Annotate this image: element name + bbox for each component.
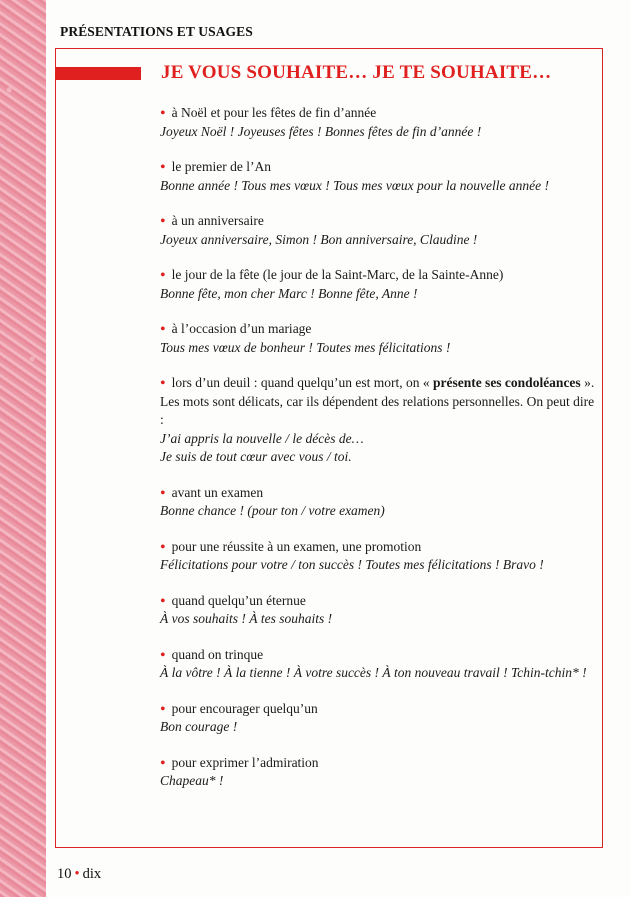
entry-expression: Joyeux Noël ! Joyeuses fêtes ! Bonnes fêtes de fin d’année ! (160, 123, 482, 139)
bullet-icon: • (160, 375, 166, 392)
entry-situation (160, 484, 600, 503)
bullet-icon: • (160, 754, 166, 772)
entry-expression: Bonne chance ! (pour ton / votre examen) (160, 503, 385, 518)
entry-expression: Joyeux anniversaire, Simon ! Bon anniversaire, Claudine ! (160, 231, 478, 247)
entry-situation (160, 700, 600, 719)
situation-text: pour une réussite à un examen, une promotion (171, 538, 422, 554)
situation-text: le jour de la fête (le jour de la Saint-Marc, de la Sainte-Anne) (171, 267, 504, 282)
entry-situation (160, 266, 600, 285)
list-item (160, 700, 600, 737)
bullet-icon: • (74, 866, 80, 882)
situation-text-pre: lors d’un deuil : quand quelqu’un est mort, on « (171, 375, 433, 390)
entry-situation (160, 212, 600, 231)
entry-expression: J’ai appris la nouvelle / le décès de… (160, 430, 364, 446)
entries-list (160, 104, 600, 808)
entry-expression: Bon courage ! (160, 719, 238, 734)
entry-expression: Je suis de tout cœur avec vous / toi. (160, 449, 352, 464)
entry-expression: Tous mes vœux de bonheur ! Toutes mes félicitations ! (160, 339, 451, 355)
list-item (160, 212, 600, 249)
list-item (160, 592, 600, 629)
situation-text: à Noël et pour les fêtes de fin d’année (171, 105, 377, 120)
situation-text: à un anniversaire (171, 213, 264, 228)
list-item (160, 158, 600, 195)
entry-situation (160, 538, 600, 557)
bullet-icon: • (160, 538, 166, 556)
situation-text: pour encourager quelqu’un (171, 700, 318, 716)
bullet-icon: • (160, 646, 166, 664)
entry-expression: Chapeau* ! (160, 773, 224, 788)
list-item (160, 266, 600, 303)
situation-text: quand quelqu’un éternue (171, 592, 306, 608)
situation-text: le premier de l’An (171, 159, 271, 174)
decorative-side-strip (0, 0, 46, 897)
list-item (160, 538, 600, 575)
situation-text: quand on trinque (171, 646, 264, 662)
entry-situation (160, 374, 600, 430)
bullet-icon: • (160, 321, 166, 338)
page-number-word: dix (82, 866, 102, 882)
entry-situation (160, 754, 600, 773)
list-item (160, 374, 600, 467)
page-number: 10 (57, 866, 72, 882)
bullet-icon: • (160, 484, 166, 502)
entry-expression: À la vôtre ! À la tienne ! À votre succès ! À ton nouveau travail ! Tchin-tchin* ! (160, 665, 587, 680)
list-item (160, 104, 600, 141)
section-header: PRÉSENTATIONS ET USAGES (60, 24, 253, 39)
bullet-icon: • (160, 159, 166, 176)
bullet-icon: • (160, 267, 166, 284)
situation-text: pour exprimer l’admiration (171, 754, 319, 770)
bullet-icon: • (160, 213, 166, 230)
entry-situation (160, 646, 600, 665)
bullet-icon: • (160, 105, 166, 122)
entry-expression: Bonne fête, mon cher Marc ! Bonne fête, Anne ! (160, 285, 418, 301)
entry-situation (160, 592, 600, 611)
situation-text-bold: présente ses condoléances (432, 375, 581, 390)
entry-situation (160, 158, 600, 177)
situation-text: avant un examen (171, 484, 264, 500)
entry-situation (160, 320, 600, 339)
list-item (160, 754, 600, 791)
situation-text-post: ». Les mots sont délicats, car ils dépendent des relations personnelles. On peut dire : (160, 375, 595, 427)
situation-text: à l’occasion d’un mariage (171, 321, 312, 336)
list-item (160, 320, 600, 357)
entry-situation (160, 104, 600, 123)
title-accent-bar (55, 67, 141, 80)
page-footer (57, 866, 101, 883)
entry-expression: À vos souhaits ! À tes souhaits ! (160, 611, 333, 626)
page-title: JE VOUS SOUHAITE… JE TE SOUHAITE… (161, 62, 552, 83)
entry-expression: Félicitations pour votre / ton succès ! Toutes mes félicitations ! Bravo ! (160, 557, 544, 572)
bullet-icon: • (160, 700, 166, 718)
bullet-icon: • (160, 592, 166, 610)
list-item (160, 484, 600, 521)
list-item (160, 646, 600, 683)
entry-expression: Bonne année ! Tous mes vœux ! Tous mes vœux pour la nouvelle année ! (160, 177, 549, 193)
